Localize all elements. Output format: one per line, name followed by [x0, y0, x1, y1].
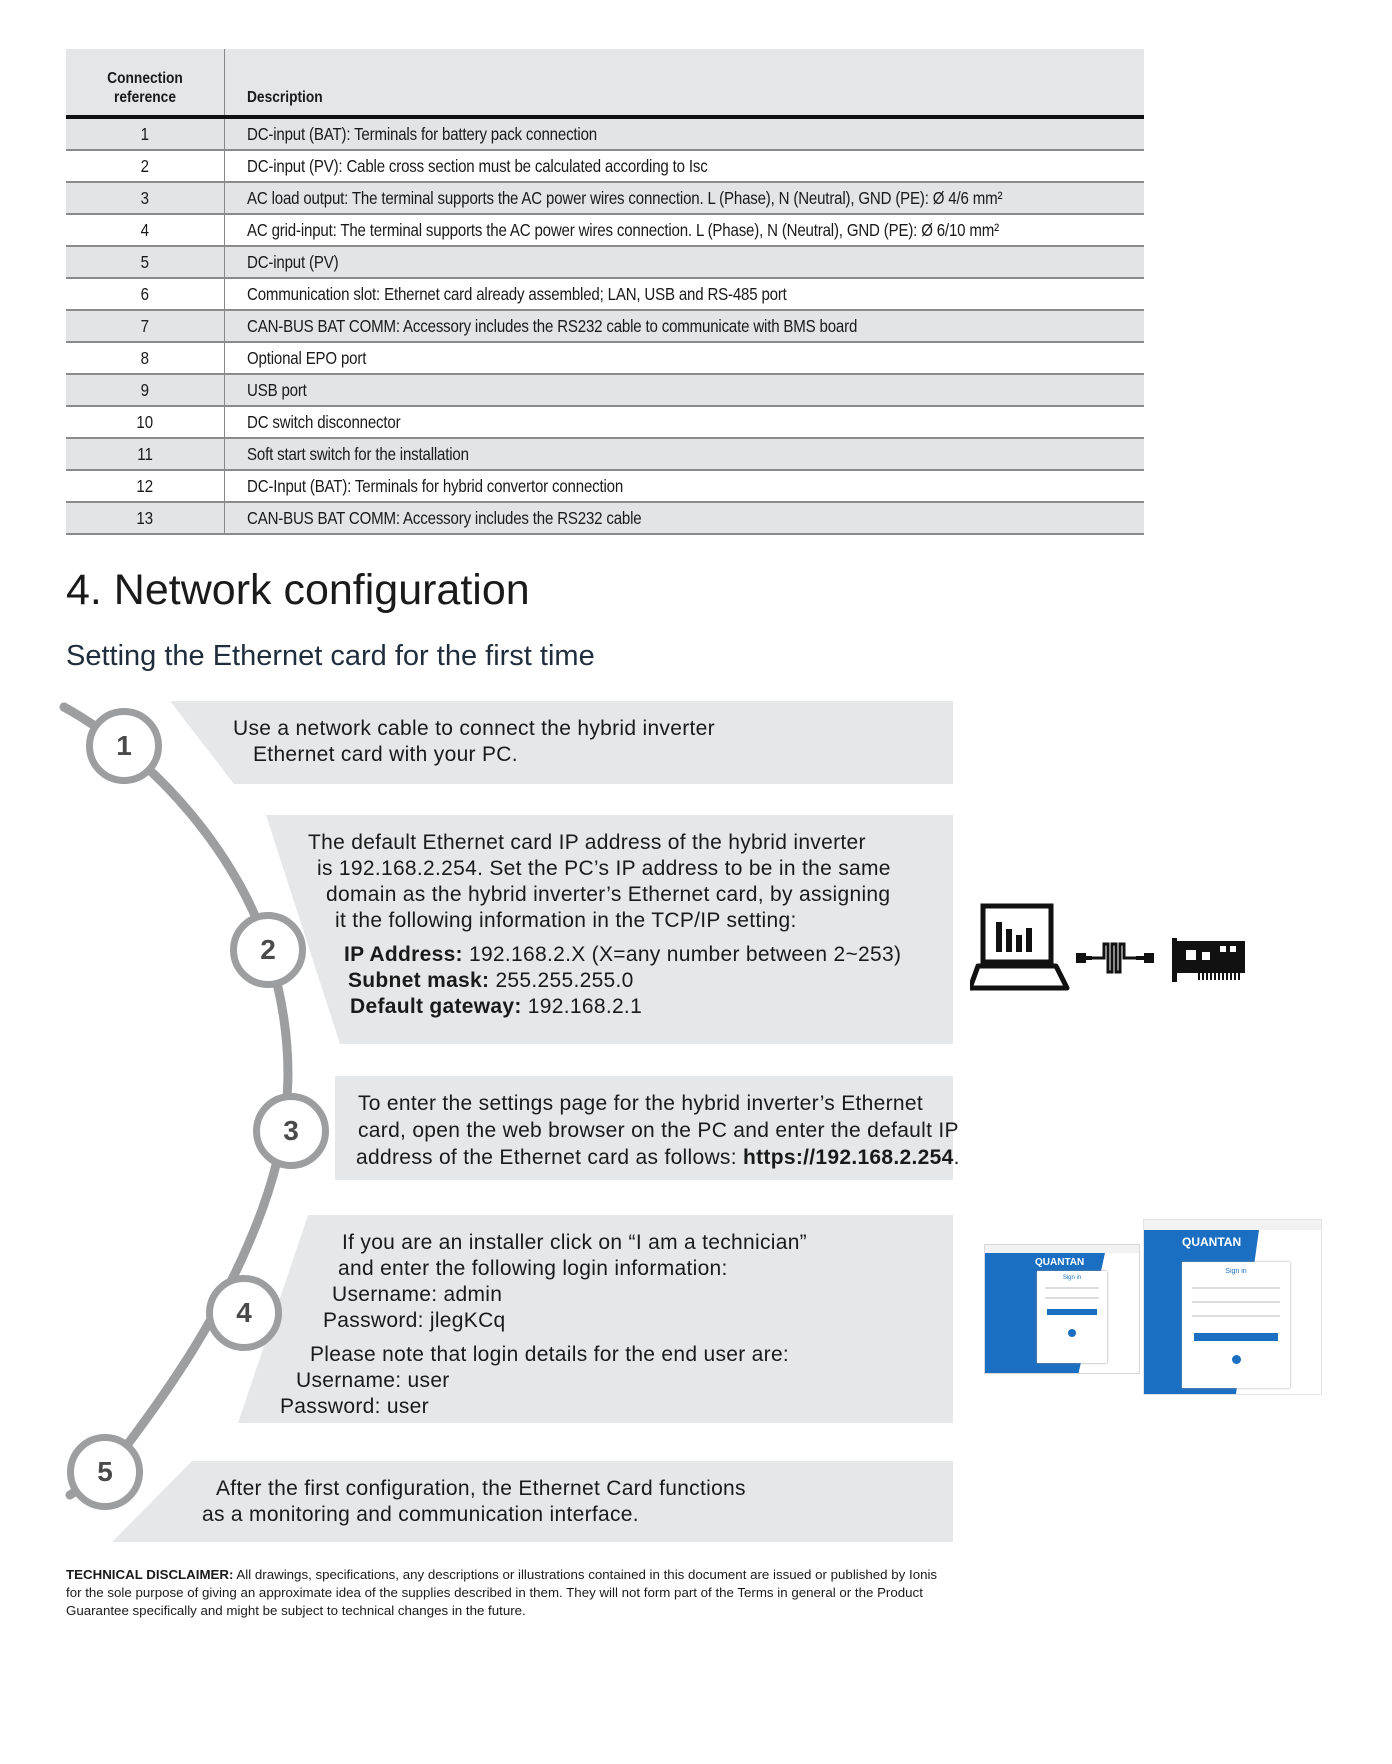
sign-in-title: Sign in	[1225, 1268, 1247, 1275]
description-text: DC-input (PV): Cable cross section must be calculated according to Isc	[247, 155, 708, 176]
step-3-number-text: 3	[283, 1115, 299, 1146]
step-3-number	[253, 1093, 329, 1169]
step-4-line: Username: user	[296, 1369, 450, 1392]
browser-bar	[985, 1245, 1139, 1253]
step-3-line: card, open the web browser on the PC and enter the default IP	[358, 1119, 959, 1142]
ip-address-row	[308, 942, 901, 968]
input-line	[1192, 1315, 1280, 1317]
description-text: CAN-BUS BAT COMM: Accessory includes the RS232 cable	[247, 507, 642, 528]
step-1-line: Ethernet card with your PC.	[253, 743, 518, 766]
reference-number: 1	[140, 123, 150, 144]
step-2-line: domain as the hybrid inverter’s Ethernet card, by assigning	[326, 883, 891, 906]
step-2-number	[230, 912, 306, 988]
browser-bar	[1144, 1220, 1321, 1230]
disclaimer-label: TECHNICAL DISCLAIMER:	[66, 1567, 234, 1582]
sign-in-title: Sign in	[1062, 1275, 1082, 1281]
step-4-text	[280, 1230, 807, 1420]
reference-number: 8	[140, 347, 150, 368]
brand-logo-text: QUANTAN	[1182, 1235, 1242, 1249]
reference-number: 7	[140, 315, 150, 336]
network-cable-icon	[1074, 938, 1166, 978]
step-4-line: and enter the following login information:	[338, 1257, 728, 1280]
step-2-line: is 192.168.2.254. Set the PC’s IP address to be in the same	[317, 857, 891, 880]
sign-in-btn	[1194, 1333, 1278, 1341]
brand-logo-text: QUANTAN	[1035, 1257, 1085, 1268]
input-line	[1045, 1297, 1099, 1299]
step-4-line: Username: admin	[332, 1283, 503, 1306]
step-4-number	[206, 1275, 282, 1351]
input-line	[1192, 1301, 1280, 1303]
subnet-mask-value: 255.255.255.0	[489, 969, 634, 992]
description-text: Communication slot: Ethernet card already assembled; LAN, USB and RS-485 port	[247, 283, 787, 304]
reference-number: 9	[140, 379, 150, 400]
footer-logo-icon	[1232, 1355, 1241, 1364]
step-5-text	[202, 1476, 746, 1528]
step-1-line: Use a network cable to connect the hybrid inverter	[233, 717, 715, 740]
technical-disclaimer	[66, 1566, 946, 1620]
step-4-line: Please note that login details for the end user are:	[310, 1343, 790, 1366]
subnet-mask-row	[308, 968, 901, 994]
reference-number: 12	[136, 475, 154, 496]
description-text: Soft start switch for the installation	[247, 443, 469, 464]
reference-number: 4	[140, 219, 150, 240]
default-gateway-value: 192.168.2.1	[521, 995, 643, 1018]
step-1-number-text: 1	[116, 730, 132, 761]
reference-number: 10	[136, 411, 154, 432]
description-text: DC-Input (BAT): Terminals for hybrid convertor connection	[247, 475, 624, 496]
description-text: CAN-BUS BAT COMM: Accessory includes the RS232 cable to communicate with BMS board	[247, 315, 858, 336]
header-desc-text: Description	[247, 89, 323, 106]
step-3-line: address of the Ethernet card as follows:	[356, 1146, 743, 1169]
step-3-line: To enter the settings page for the hybrid inverter’s Ethernet	[358, 1092, 924, 1115]
step-3-url-line	[356, 1144, 960, 1171]
step-4-line: Password: user	[280, 1395, 429, 1418]
description-text: DC-input (PV)	[247, 251, 339, 272]
header-ref-line1: Connection	[107, 70, 183, 87]
step-5-number	[67, 1434, 143, 1510]
step-5-line: After the first configuration, the Ethernet Card functions	[216, 1477, 746, 1500]
settings-url: https://192.168.2.254	[743, 1146, 954, 1169]
section-title: 4. Network configuration	[66, 566, 530, 614]
reference-number: 11	[137, 443, 153, 464]
step-1-number	[86, 708, 162, 784]
login-card	[1037, 1271, 1107, 1363]
step-4-line: Password: jlegKCq	[323, 1309, 506, 1332]
laptop-chart-icon	[970, 902, 1070, 992]
ip-address-value: 192.168.2.X (X=any number between 2~253)	[462, 943, 902, 966]
header-ref-line2: reference	[114, 89, 176, 106]
description-text: USB port	[247, 379, 307, 400]
description-text: Optional EPO port	[247, 347, 367, 368]
disclaimer-text: All drawings, specifications, any descriptions or illustrations contained in this document are issued or published by Ionis for the sole purpose of giving an approximate idea of the supplies described in them. They will not form part of the Terms in general or the Product Guarantee specifically and might be subject to technical changes in the future.	[66, 1567, 938, 1618]
description-text: AC load output: The terminal supports the AC power wires connection. L (Phase), N (Neutral), GND (PE): Ø 4/6 mm²	[247, 187, 1003, 208]
url-suffix: .	[953, 1146, 960, 1169]
default-gateway-label: Default gateway:	[350, 995, 522, 1018]
description-text: DC-input (BAT): Terminals for battery pack connection	[247, 123, 598, 144]
step-4-line: If you are an installer click on “I am a technician”	[342, 1231, 807, 1254]
input-line	[1192, 1287, 1280, 1289]
step-2-number-text: 2	[260, 934, 276, 965]
default-gateway-row	[308, 994, 901, 1020]
step-2-line: it the following information in the TCP/IP setting:	[335, 909, 797, 932]
footer-logo-icon	[1068, 1329, 1076, 1337]
step-1-text	[233, 716, 715, 768]
login-card	[1182, 1262, 1290, 1388]
reference-number: 5	[140, 251, 150, 272]
description-text: DC switch disconnector	[247, 411, 401, 432]
step-4-number-text: 4	[236, 1297, 252, 1328]
ip-address-label: IP Address:	[344, 943, 463, 966]
reference-number: 2	[140, 155, 150, 176]
reference-number: 3	[140, 187, 150, 208]
description-text: AC grid-input: The terminal supports the AC power wires connection. L (Phase), N (Neutral), GND (PE): Ø 6/10 mm²	[247, 219, 999, 240]
ethernet-card-icon	[1172, 938, 1246, 982]
sign-in-btn	[1047, 1309, 1097, 1315]
step-5-number-text: 5	[97, 1456, 113, 1487]
subnet-mask-label: Subnet mask:	[348, 969, 490, 992]
step-3-text	[356, 1090, 960, 1171]
step-2-line: The default Ethernet card IP address of the hybrid inverter	[308, 831, 866, 854]
login-screenshot-small	[984, 1244, 1140, 1374]
step-5-line: as a monitoring and communication interface.	[202, 1503, 639, 1526]
reference-number: 6	[140, 283, 150, 304]
reference-number: 13	[136, 507, 154, 528]
sub-title: Setting the Ethernet card for the first time	[66, 640, 595, 672]
login-screenshot-large	[1143, 1219, 1322, 1395]
step-2-text	[308, 830, 901, 1020]
input-line	[1045, 1287, 1099, 1289]
